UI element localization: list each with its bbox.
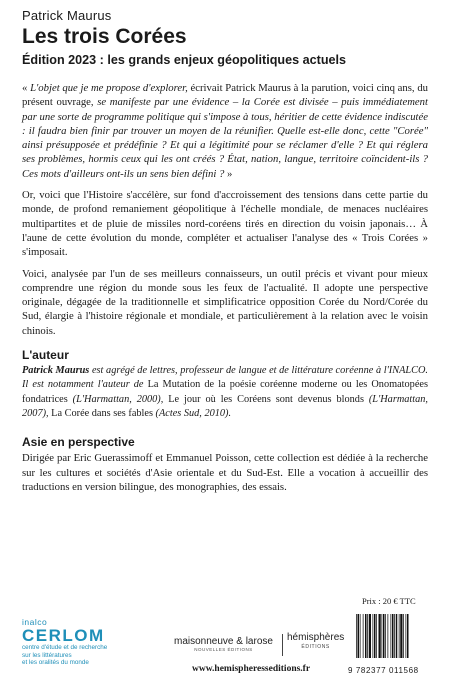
- maisonneuve-larose-logo: maisonneuve & larose NOUVELLES ÉDITIONS: [174, 636, 273, 652]
- opening-quote: « L'objet que je me propose d'explorer, écrivait Patrick Maurus à la parution, voici cinq ans, du présent ouvrage, se manifeste par une évidence – la Corée est divisée – puis immédiatement par une sorte de programme politique qui s'impose à tous, héritier de cette évidence indiscutée : il faudra bien finir par trouver un moyen de la réunifier. Quelle est-elle donc, cette "Corée" ainsi présupposée et prédéfinie ? Et qui a légitimité pour se réclamer d'elle ? Et qui réglera ses problèmes, hormis ceux qui les ont créés ? État, nation, langue, territoire coïncident-ils ? Ces mots d'ailleurs ont-ils un sens bien défini ? »: [22, 82, 429, 180]
- logo-divider: [282, 634, 283, 656]
- paragraph-context: Or, voici que l'Histoire s'accélère, sur fond d'accroissement des tensions dans cette partie du monde, de profond remaniement géopolitique à l'échelle mondiale, de menaces nucléaires multipartites et de pluie de missiles nord-coréens tirés en direction du voisin japonais… À l'aune de cette évolution du monde, compléter et actualiser l'analyse des « Trois Corées » s'imposait.: [22, 189, 428, 259]
- book-subtitle: Édition 2023 : les grands enjeux géopolitiques actuels: [22, 53, 347, 67]
- section-heading-auteur: L'auteur: [22, 348, 69, 363]
- author-bio: Patrick Maurus est agrégé de lettres, professeur de langue et de littérature coréenne à l'INALCO. Il est notamment l'auteur de La Mutation de la poésie coréenne moderne ou les Onomatopées fondatrices (L'Harmattan, 2000), Le jour où les Coréens sont devenus blonds (L'Harmattan, 2007), La Corée dans ses fables (Actes Sud, 2010).: [22, 365, 428, 419]
- publisher-footer: [0, 596, 450, 682]
- hemispheres-logo: hémisphères ÉDITIONS: [287, 632, 345, 650]
- isbn-barcode: [352, 610, 430, 666]
- publisher-website: www.hemispheresseditions.fr: [192, 664, 311, 674]
- collection-description: Dirigée par Eric Guerassimoff et Emmanuel Poisson, cette collection est dédiée à la recherche sur les cultures et sociétés d'Asie orientale et du Sud-Est. Elle a vocation à accueillir des traductions en version bilingue, des monographies, des essais.: [22, 452, 428, 493]
- section-heading-collection: Asie en perspective: [22, 435, 135, 450]
- paragraph-summary: Voici, analysée par l'un de ses meilleurs connaisseurs, un outil précis et vivant pour mieux comprendre une région du monde sous les feux de l'actualité. Il adopte une perspective originale, dégagée de la traditionnelle et simplificatrice opposition Corée du Nord/Corée du Sud, élargie à l'histoire régionale et mondiale, et particulièrement à la relation avec le voisin chinois.: [22, 267, 428, 337]
- author-name: Patrick Maurus: [22, 8, 112, 23]
- inalco-cerlom-logo: inalco CERLOM centre d'étude et de recherche sur les littératures et les oralités du monde: [22, 617, 108, 667]
- isbn-number: 9 782377 011568: [348, 666, 419, 675]
- book-title: Les trois Corées: [22, 25, 187, 48]
- price-label: Prix : 20 € TTC: [362, 596, 416, 606]
- back-cover: [22, 8, 428, 494]
